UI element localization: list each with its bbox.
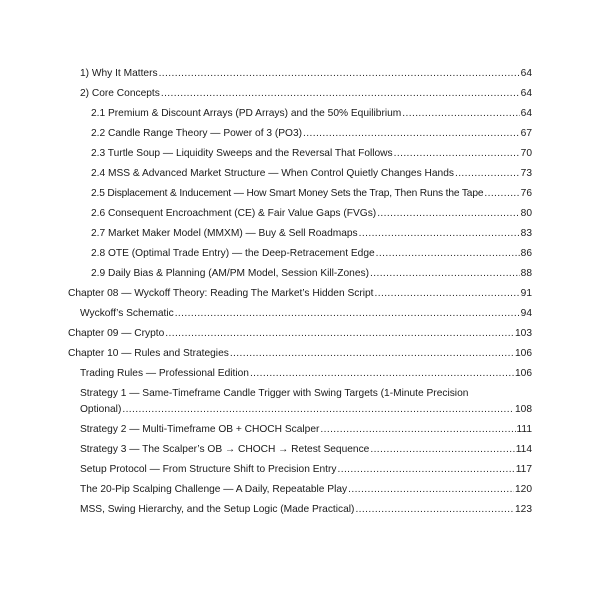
toc-entry[interactable]: [91, 207, 532, 221]
toc-entry-title: Chapter 08 — Wyckoff Theory: Reading The Market’s Hidden Script: [68, 288, 374, 299]
toc-leader-dots: [455, 167, 520, 181]
toc-entry[interactable]: [80, 67, 532, 81]
toc-entry-title: 2.4 MSS & Advanced Market Structure — When Control Quietly Changes Hands: [91, 168, 454, 179]
toc-entry-title: 2.5 Displacement & Inducement — How Smart Money Sets the Trap, Then Runs the Tape: [91, 188, 484, 199]
toc-entry-page: 86: [520, 248, 532, 259]
toc-entry-title: The 20-Pip Scalping Challenge — A Daily, Repeatable Play: [80, 484, 348, 495]
toc-leader-dots: [175, 307, 520, 321]
toc-leader-dots: [161, 87, 520, 101]
toc-leader-dots: [159, 67, 520, 81]
toc-entry-title: Strategy 3 — The Scalper’s OB → CHOCH → Retest Sequence: [80, 444, 370, 455]
toc-entry-title: Chapter 10 — Rules and Strategies: [68, 348, 229, 359]
toc-entry[interactable]: [80, 463, 532, 477]
toc-entry[interactable]: [80, 483, 532, 497]
toc-entry-title: 1) Why It Matters: [80, 68, 158, 79]
toc-entry-page: 67: [520, 128, 532, 139]
toc-entry-page: 120: [515, 484, 532, 495]
toc-entry-page: 76: [520, 188, 532, 199]
toc-entry-page: 117: [515, 464, 532, 475]
toc-chapter-entry[interactable]: [68, 347, 532, 361]
toc-entry[interactable]: [91, 267, 532, 281]
toc-leader-dots: [303, 127, 520, 141]
toc-entry[interactable]: [80, 367, 532, 381]
toc-entry-title: MSS, Swing Hierarchy, and the Setup Logic (Made Practical): [80, 504, 355, 515]
toc-entry-page: 64: [520, 68, 532, 79]
toc-entry-title: 2.1 Premium & Discount Arrays (PD Arrays) and the 50% Equilibrium: [91, 108, 402, 119]
toc-entry[interactable]: [80, 387, 532, 417]
toc-entry-page: 64: [520, 108, 532, 119]
toc-entry-title: Setup Protocol — From Structure Shift to Precision Entry: [80, 464, 337, 475]
toc-entry-title: 2) Core Concepts: [80, 88, 160, 99]
toc-entry[interactable]: [91, 107, 532, 121]
toc-leader-dots: [402, 107, 519, 121]
toc-entry-title: Strategy 2 — Multi-Timeframe OB + CHOCH Scalper: [80, 424, 320, 435]
toc-entry-title-line1: Strategy 1 — Same-Timeframe Candle Trigger with Swing Targets (1-Minute Precision: [80, 388, 469, 399]
toc-entry-page: 91: [520, 288, 532, 299]
toc-leader-dots: [355, 503, 514, 517]
toc-entry[interactable]: [80, 87, 532, 101]
toc-leader-dots: [370, 443, 514, 457]
toc-entry-page: 64: [520, 88, 532, 99]
toc-entry-page: 111: [516, 424, 532, 435]
toc-entry-title: Wyckoff’s Schematic: [80, 308, 174, 319]
toc-entry-title: 2.2 Candle Range Theory — Power of 3 (PO3): [91, 128, 303, 139]
toc-entry-title: 2.3 Turtle Soup — Liquidity Sweeps and the Reversal That Follows: [91, 148, 393, 159]
toc-entry[interactable]: [80, 307, 532, 321]
toc-entry[interactable]: [91, 167, 532, 181]
toc-leader-dots: [377, 207, 519, 221]
toc-entry-page: 83: [520, 228, 532, 239]
toc-entry[interactable]: [91, 147, 532, 161]
toc-entry-page: 103: [515, 328, 532, 339]
toc-leader-dots: [165, 327, 514, 341]
toc-leader-dots: [375, 287, 520, 301]
toc-entry-page: 80: [520, 208, 532, 219]
toc-entry[interactable]: [80, 423, 532, 437]
toc-entry-title: Trading Rules — Professional Edition: [80, 368, 249, 379]
toc-leader-dots: [337, 463, 514, 477]
toc-entry-page: 94: [520, 308, 532, 319]
toc-entry-page: 106: [515, 348, 532, 359]
toc-entry-title: 2.7 Market Maker Model (MMXM) — Buy & Sell Roadmaps: [91, 228, 358, 239]
toc-leader-dots: [230, 347, 514, 361]
toc-entry-page: 73: [520, 168, 532, 179]
toc-entry-page: 88: [520, 268, 532, 279]
toc-entry-page: 70: [520, 148, 532, 159]
toc-entry-title: 2.6 Consequent Encroachment (CE) & Fair Value Gaps (FVGs): [91, 208, 377, 219]
toc-entry-title: 2.8 OTE (Optimal Trade Entry) — the Deep-Retracement Edge: [91, 248, 375, 259]
toc-entry[interactable]: [80, 443, 532, 457]
toc-entry-title: 2.9 Daily Bias & Planning (AM/PM Model, Session Kill-Zones): [91, 268, 370, 279]
toc-entry-title: Chapter 09 — Crypto: [68, 328, 165, 339]
toc-leader-dots: [348, 483, 514, 497]
toc-entry[interactable]: [91, 227, 532, 241]
toc-leader-dots: [484, 187, 519, 201]
toc-entry[interactable]: [91, 127, 532, 141]
toc-entry[interactable]: [80, 503, 532, 517]
toc-entry[interactable]: [91, 247, 532, 261]
toc-leader-dots: [250, 367, 514, 381]
toc-leader-dots: [320, 423, 515, 437]
toc-entry-page: 106: [515, 368, 532, 379]
toc-entry-title: Optional): [80, 404, 122, 415]
toc-leader-dots: [359, 227, 520, 241]
toc-entry[interactable]: [91, 187, 532, 201]
toc-chapter-entry[interactable]: [68, 327, 532, 341]
toc-leader-dots: [376, 247, 520, 261]
toc-leader-dots: [370, 267, 520, 281]
toc-chapter-entry[interactable]: [68, 287, 532, 301]
toc-entry-page: 114: [515, 444, 532, 455]
toc-leader-dots: [394, 147, 520, 161]
toc-leader-dots: [122, 403, 514, 417]
toc-entry-page: 123: [515, 504, 532, 515]
toc-entry-page: 108: [515, 404, 532, 415]
